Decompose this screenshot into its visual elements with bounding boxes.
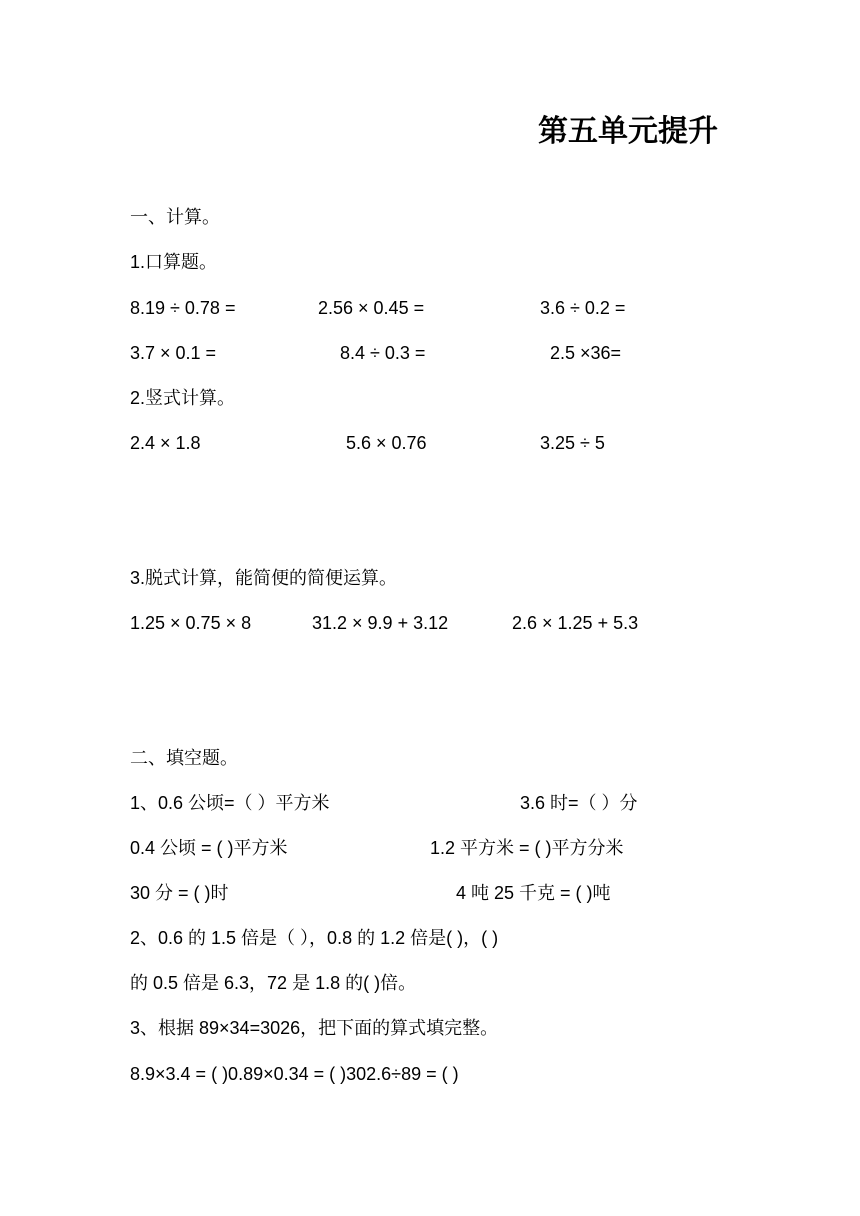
fill-blank-item: 1.2 平方米 = ( )平方分米 — [430, 838, 624, 858]
stepwise-problem: 2.6 × 1.25 + 5.3 — [512, 613, 639, 633]
oral-problem: 2.56 × 0.45 = — [318, 298, 425, 318]
section-1-heading: 一、计算。 — [130, 207, 220, 227]
fill-blank-item: 2、0.6 的 1.5 倍是（ ），0.8 的 1.2 倍是( )，( ) — [130, 928, 499, 948]
fill-blank-item: 3.6 时=（ ）分 — [520, 793, 638, 813]
vertical-problem: 5.6 × 0.76 — [346, 433, 427, 453]
fill-blank-item: 4 吨 25 千克 = ( )吨 — [456, 883, 611, 903]
oral-problem: 3.7 × 0.1 = — [130, 343, 217, 363]
oral-problem: 3.6 ÷ 0.2 = — [540, 298, 626, 318]
oral-problem: 2.5 ×36= — [550, 343, 622, 363]
fill-blank-item: 1、0.6 公顷=（ ）平方米 — [130, 793, 330, 813]
fill-blank-item: 0.4 公顷 = ( )平方米 — [130, 838, 288, 858]
oral-problem: 8.19 ÷ 0.78 = — [130, 298, 236, 318]
section-2-heading: 二、填空题。 — [130, 748, 238, 768]
oral-problem: 8.4 ÷ 0.3 = — [340, 343, 426, 363]
stepwise-calc-label: 3.脱式计算，能简便的简便运算。 — [130, 568, 398, 588]
vertical-problem: 2.4 × 1.8 — [130, 433, 201, 453]
page-title: 第五单元提升 — [538, 114, 718, 149]
vertical-problem: 3.25 ÷ 5 — [540, 433, 605, 453]
stepwise-problem: 1.25 × 0.75 × 8 — [130, 613, 252, 633]
fill-blank-item: 3、根据 89×34=3026，把下面的算式填完整。 — [130, 1018, 499, 1038]
fill-blank-item: 8.9×3.4 = ( )0.89×0.34 = ( )302.6÷89 = ( ) — [130, 1064, 459, 1084]
fill-blank-item: 30 分 = ( )时 — [130, 883, 229, 903]
vertical-calc-label: 2.竖式计算。 — [130, 388, 236, 408]
stepwise-problem: 31.2 × 9.9 + 3.12 — [312, 613, 449, 633]
oral-calc-label: 1.口算题。 — [130, 252, 218, 272]
fill-blank-item: 的 0.5 倍是 6.3，72 是 1.8 的( )倍。 — [130, 973, 417, 993]
